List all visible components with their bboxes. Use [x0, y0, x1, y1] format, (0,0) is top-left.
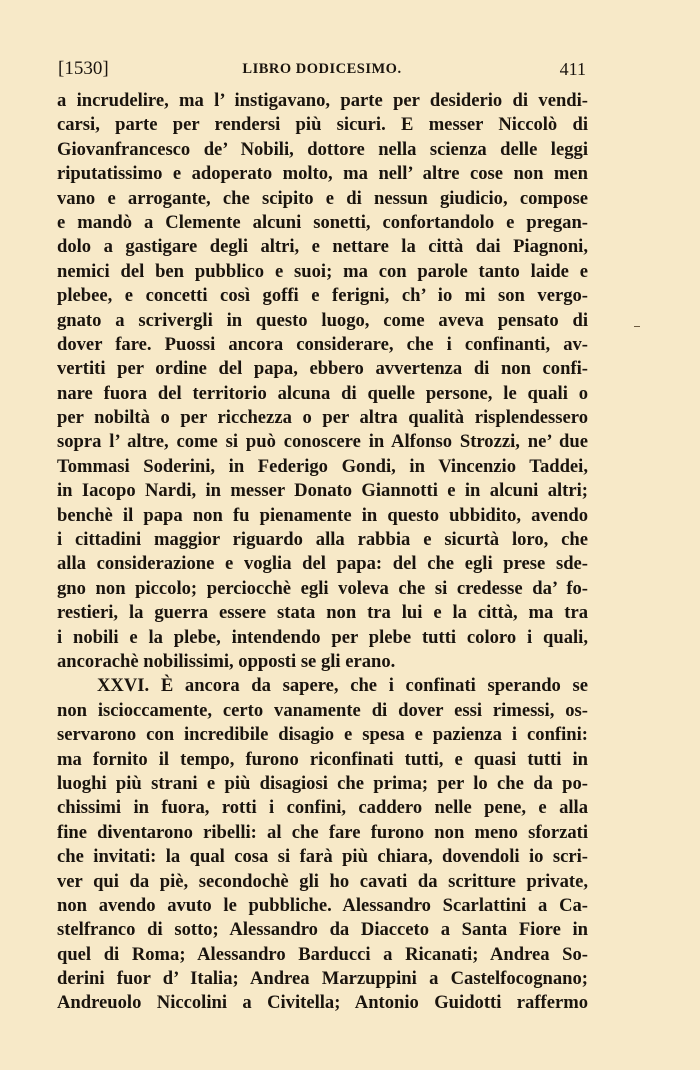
text-line: i cittadini maggior riguardo alla rabbia e sicurtà loro, che [57, 529, 588, 551]
text-line: gnato a scrivergli in questo luogo, come aveva pensato di [57, 309, 588, 331]
text-line: che invitati: la qual cosa si farà più chiara, dovendoli io scri- [57, 846, 588, 868]
text-line: Giovanfrancesco de’ Nobili, dottore nella scienza delle leggi [57, 138, 588, 160]
text-line: sopra l’ altre, come si può conoscere in Alfonso Strozzi, ne’ due [57, 431, 588, 453]
text-line: luoghi più strani e più disagiosi che prima; per lo che da po- [57, 772, 588, 794]
margin-mark [634, 326, 640, 327]
text-line: fine diventarono ribelli: al che fare furono non meno sforzati [57, 821, 588, 843]
text-line: in Iacopo Nardi, in messer Donato Giannotti e in alcuni altri; [57, 480, 588, 502]
text-line: ma fornito il tempo, furono riconfinati tutti, e quasi tutti in [57, 748, 588, 770]
text-line: plebee, e concetti così goffi e ferigni, ch’ io mi son vergo- [57, 285, 588, 307]
text-line: e mandò a Clemente alcuni sonetti, confortandolo e pregan- [57, 211, 588, 233]
text-line: gno non piccolo; perciocchè egli voleva che si credesse da’ fo- [57, 577, 588, 599]
text-line: Andreuolo Niccolini a Civitella; Antonio Guidotti raffermo [57, 992, 588, 1014]
text-line: non iscioccamente, certo vanamente di dover essi rimessi, os- [57, 699, 588, 721]
text-line: i nobili e la plebe, intendendo per plebe tutti coloro i quali, [57, 626, 588, 648]
text-line: restieri, la guerra essere stata non tra lui e la città, ma tra [57, 602, 588, 624]
text-line: Tommasi Soderini, in Federigo Gondi, in Vincenzio Taddei, [57, 455, 588, 477]
paragraph-end-line: ancorachè nobilissimi, opposti se gli erano. [57, 650, 396, 672]
text-line: carsi, parte per rendersi più sicuri. E messer Niccolò di [57, 114, 588, 136]
text-line: a incrudelire, ma l’ instigavano, parte per desiderio di vendi- [57, 90, 588, 111]
page-number: 411 [559, 59, 586, 79]
text-line: dover fare. Puossi ancora considerare, che i confinanti, av- [57, 333, 588, 355]
text-line: derini fuor d’ Italia; Andrea Marzuppini a Castelfocognano; [57, 968, 588, 990]
text-line: vano e arrogante, che scipito e di nessun giudicio, compose [57, 187, 588, 209]
body-text [57, 89, 588, 1016]
header-year: [1530] [58, 58, 109, 79]
text-line: riputatissimo e adoperato molto, ma nell’ altre cose non men [57, 163, 588, 185]
text-line: chissimi in fuora, rotti i confini, caddero nelle pene, e alla [57, 797, 588, 819]
text-line: alla considerazione e voglia del papa: del che egli prese sde- [57, 553, 588, 575]
running-header [58, 56, 586, 82]
text-line: non avendo avuto le pubbliche. Alessandro Scarlattini a Ca- [57, 894, 588, 916]
text-line: benchè il papa non fu pienamente in questo ubbidito, avendo [57, 504, 588, 526]
text-line: dolo a gastigare degli altri, e nettare la città dai Piagnoni, [57, 236, 588, 258]
text-line: nemici del ben pubblico e suoi; ma con parole tanto laide e [57, 260, 588, 282]
text-line: ver qui da piè, secondochè gli ho cavati da scritture private, [57, 870, 588, 892]
header-title: LIBRO DODICESIMO. [242, 61, 402, 77]
text-line: vertiti per ordine del papa, ebbero avvertenza di non confi- [57, 358, 588, 380]
text-line: nare fuora del territorio alcuna di quelle persone, le quali o [57, 382, 588, 404]
text-line: quel di Roma; Alessandro Barducci a Ricanati; Andrea So- [57, 943, 588, 965]
section-start-line: XXVI. È ancora da sapere, che i confinati sperando se [97, 675, 588, 697]
text-line: per nobiltà o per ricchezza o per altra qualità risplendessero [57, 407, 588, 429]
text-line: servarono con incredibile disagio e spesa e pazienza i confini: [57, 724, 588, 746]
text-line: stelfranco di sotto; Alessandro da Diacceto a Santa Fiore in [57, 919, 588, 941]
